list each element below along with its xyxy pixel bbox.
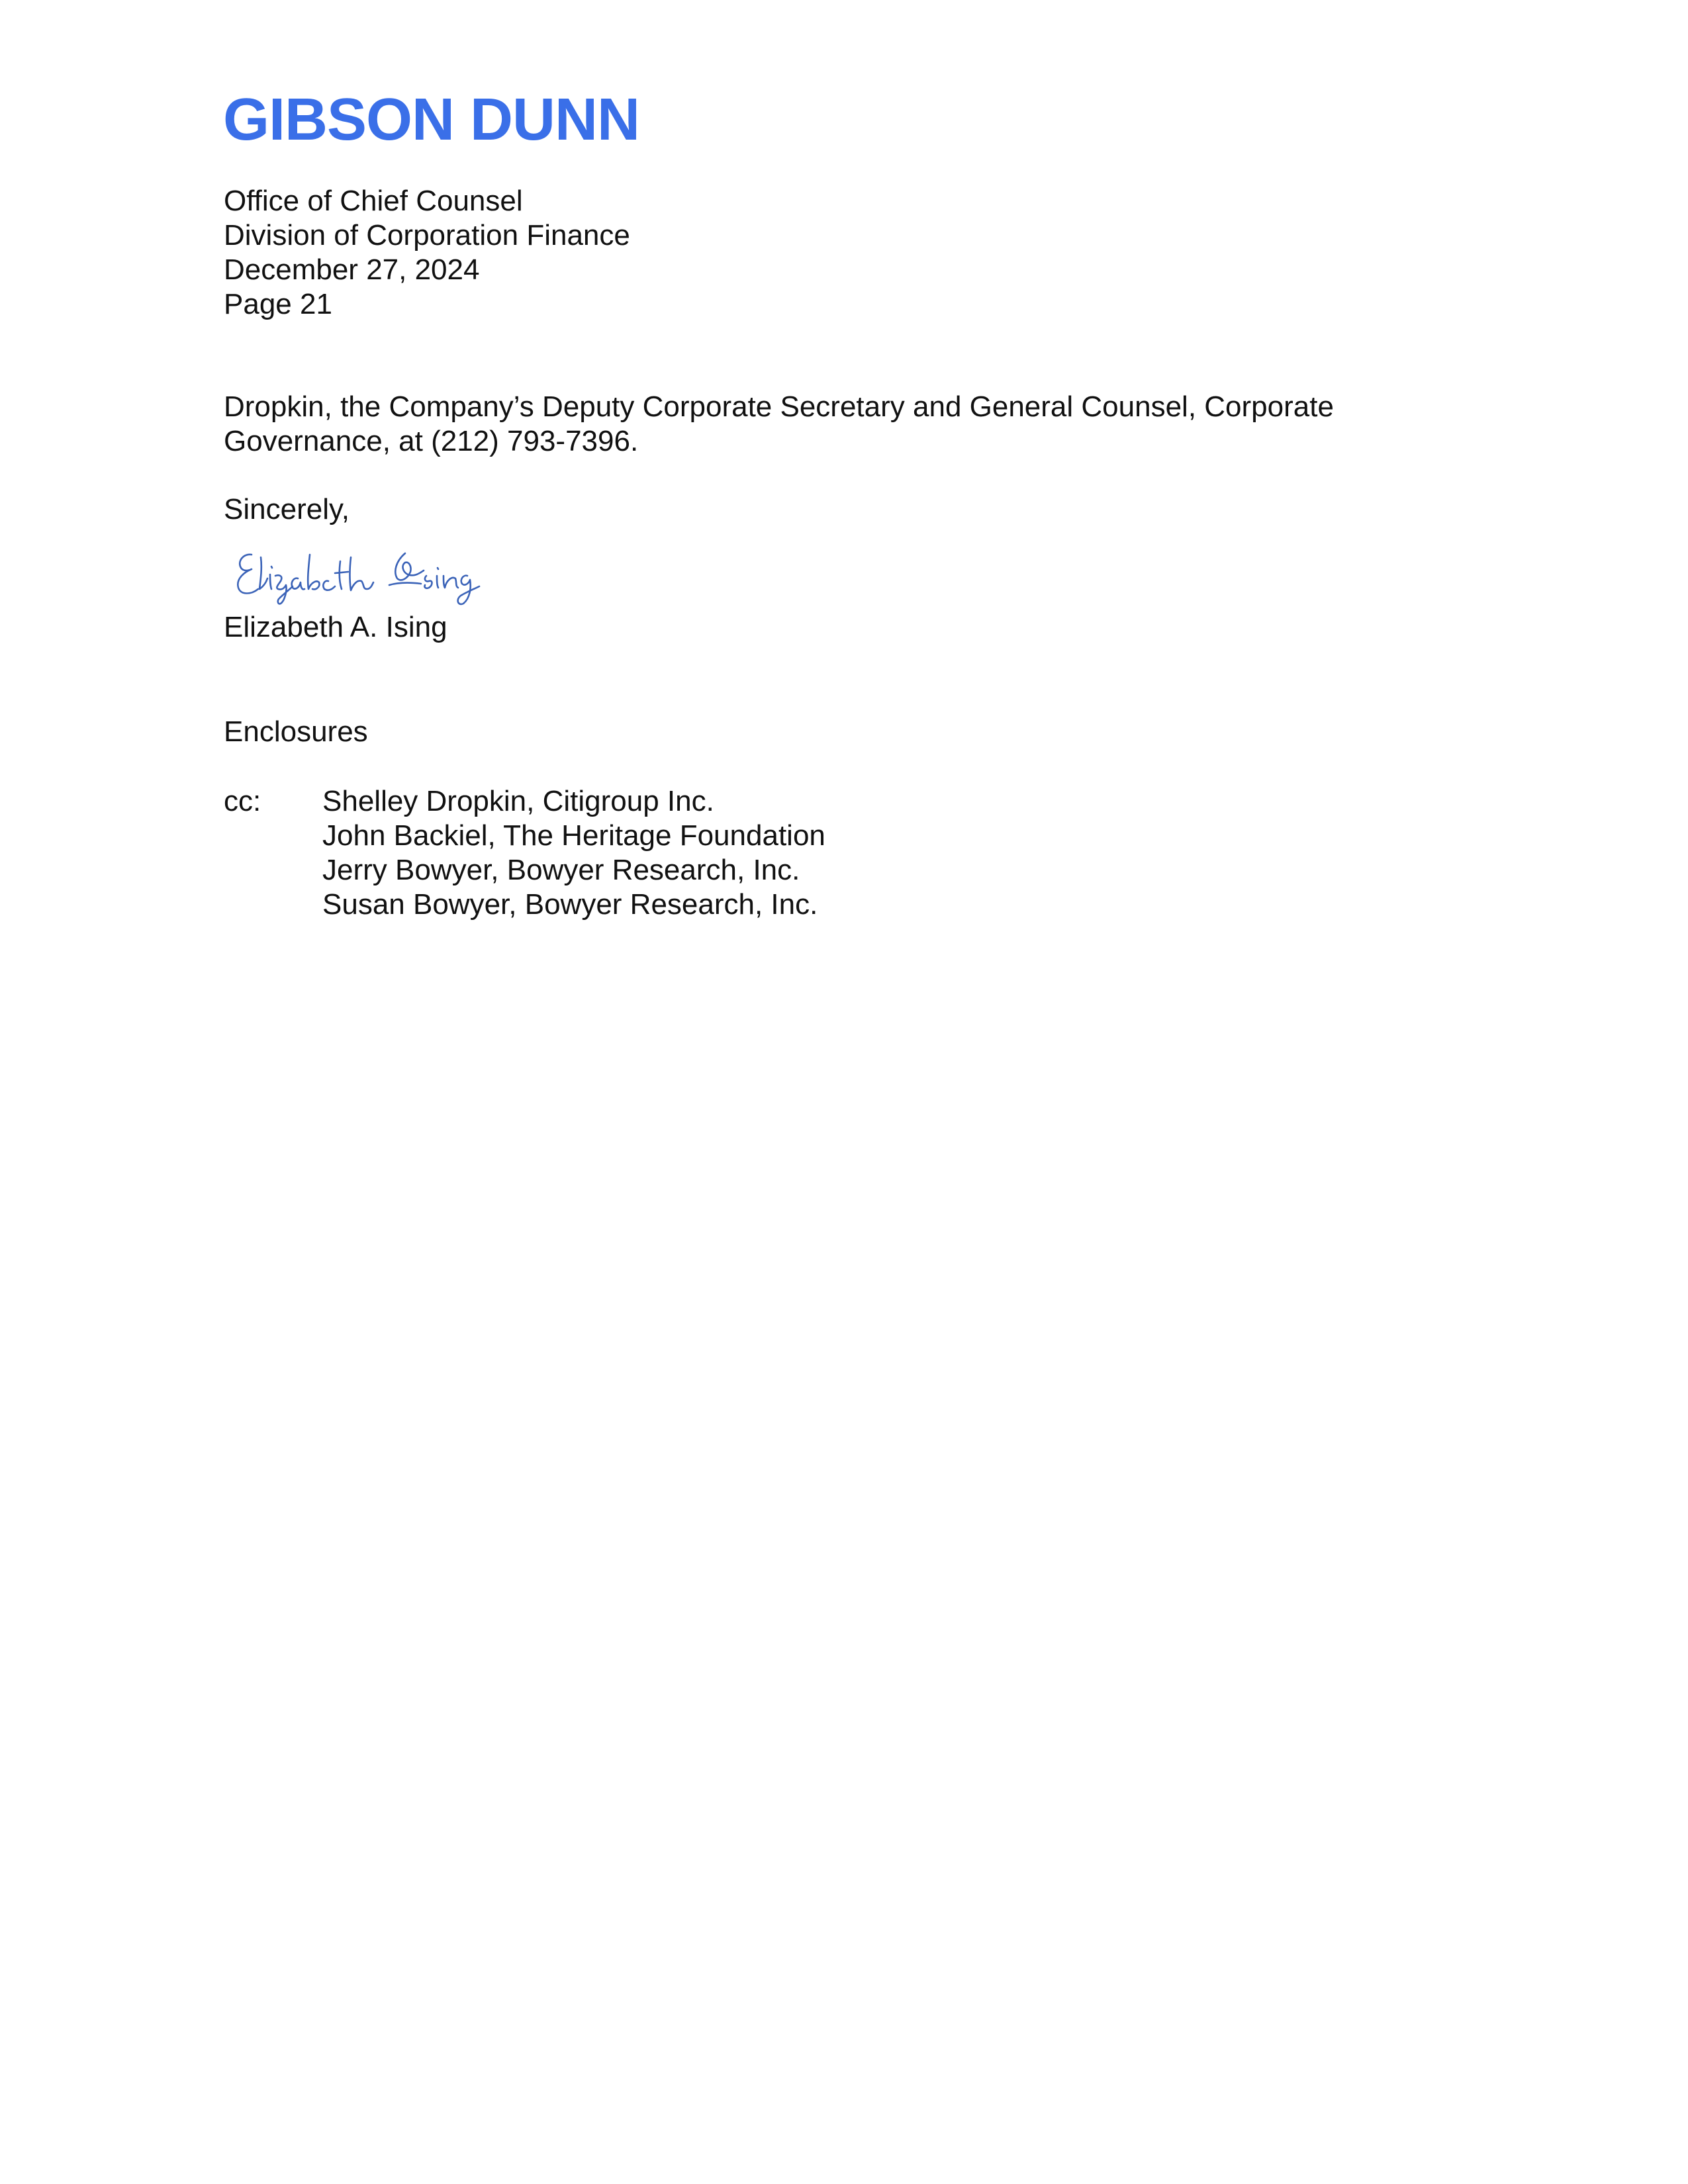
body-paragraph: [224, 390, 1548, 459]
body-line: Dropkin, the Company’s Deputy Corporate Secretary and General Counsel, Corporate: [224, 390, 1334, 423]
header-recipient-division: Division of Corporation Finance: [224, 219, 630, 251]
handwritten-signature: [232, 535, 496, 608]
cc-recipient: John Backiel, The Heritage Foundation: [322, 819, 825, 852]
cc-recipient: Shelley Dropkin, Citigroup Inc.: [322, 785, 714, 817]
header-recipient-office: Office of Chief Counsel: [224, 185, 523, 217]
firm-logo: GIBSON DUNN: [223, 87, 640, 153]
body-line: Governance, at (212) 793-7396.: [224, 425, 639, 457]
cc-recipient: Susan Bowyer, Bowyer Research, Inc.: [322, 888, 818, 921]
cc-recipient: Jerry Bowyer, Bowyer Research, Inc.: [322, 854, 800, 886]
header-page-number: Page 21: [224, 288, 332, 320]
closing-salutation: Sincerely,: [224, 493, 350, 525]
header-date: December 27, 2024: [224, 253, 480, 286]
signer-name: Elizabeth A. Ising: [224, 611, 447, 643]
cc-recipient-list: [322, 784, 825, 922]
enclosures-note: Enclosures: [224, 715, 368, 748]
cc-label: cc:: [224, 785, 261, 817]
letter-header: [224, 184, 630, 322]
